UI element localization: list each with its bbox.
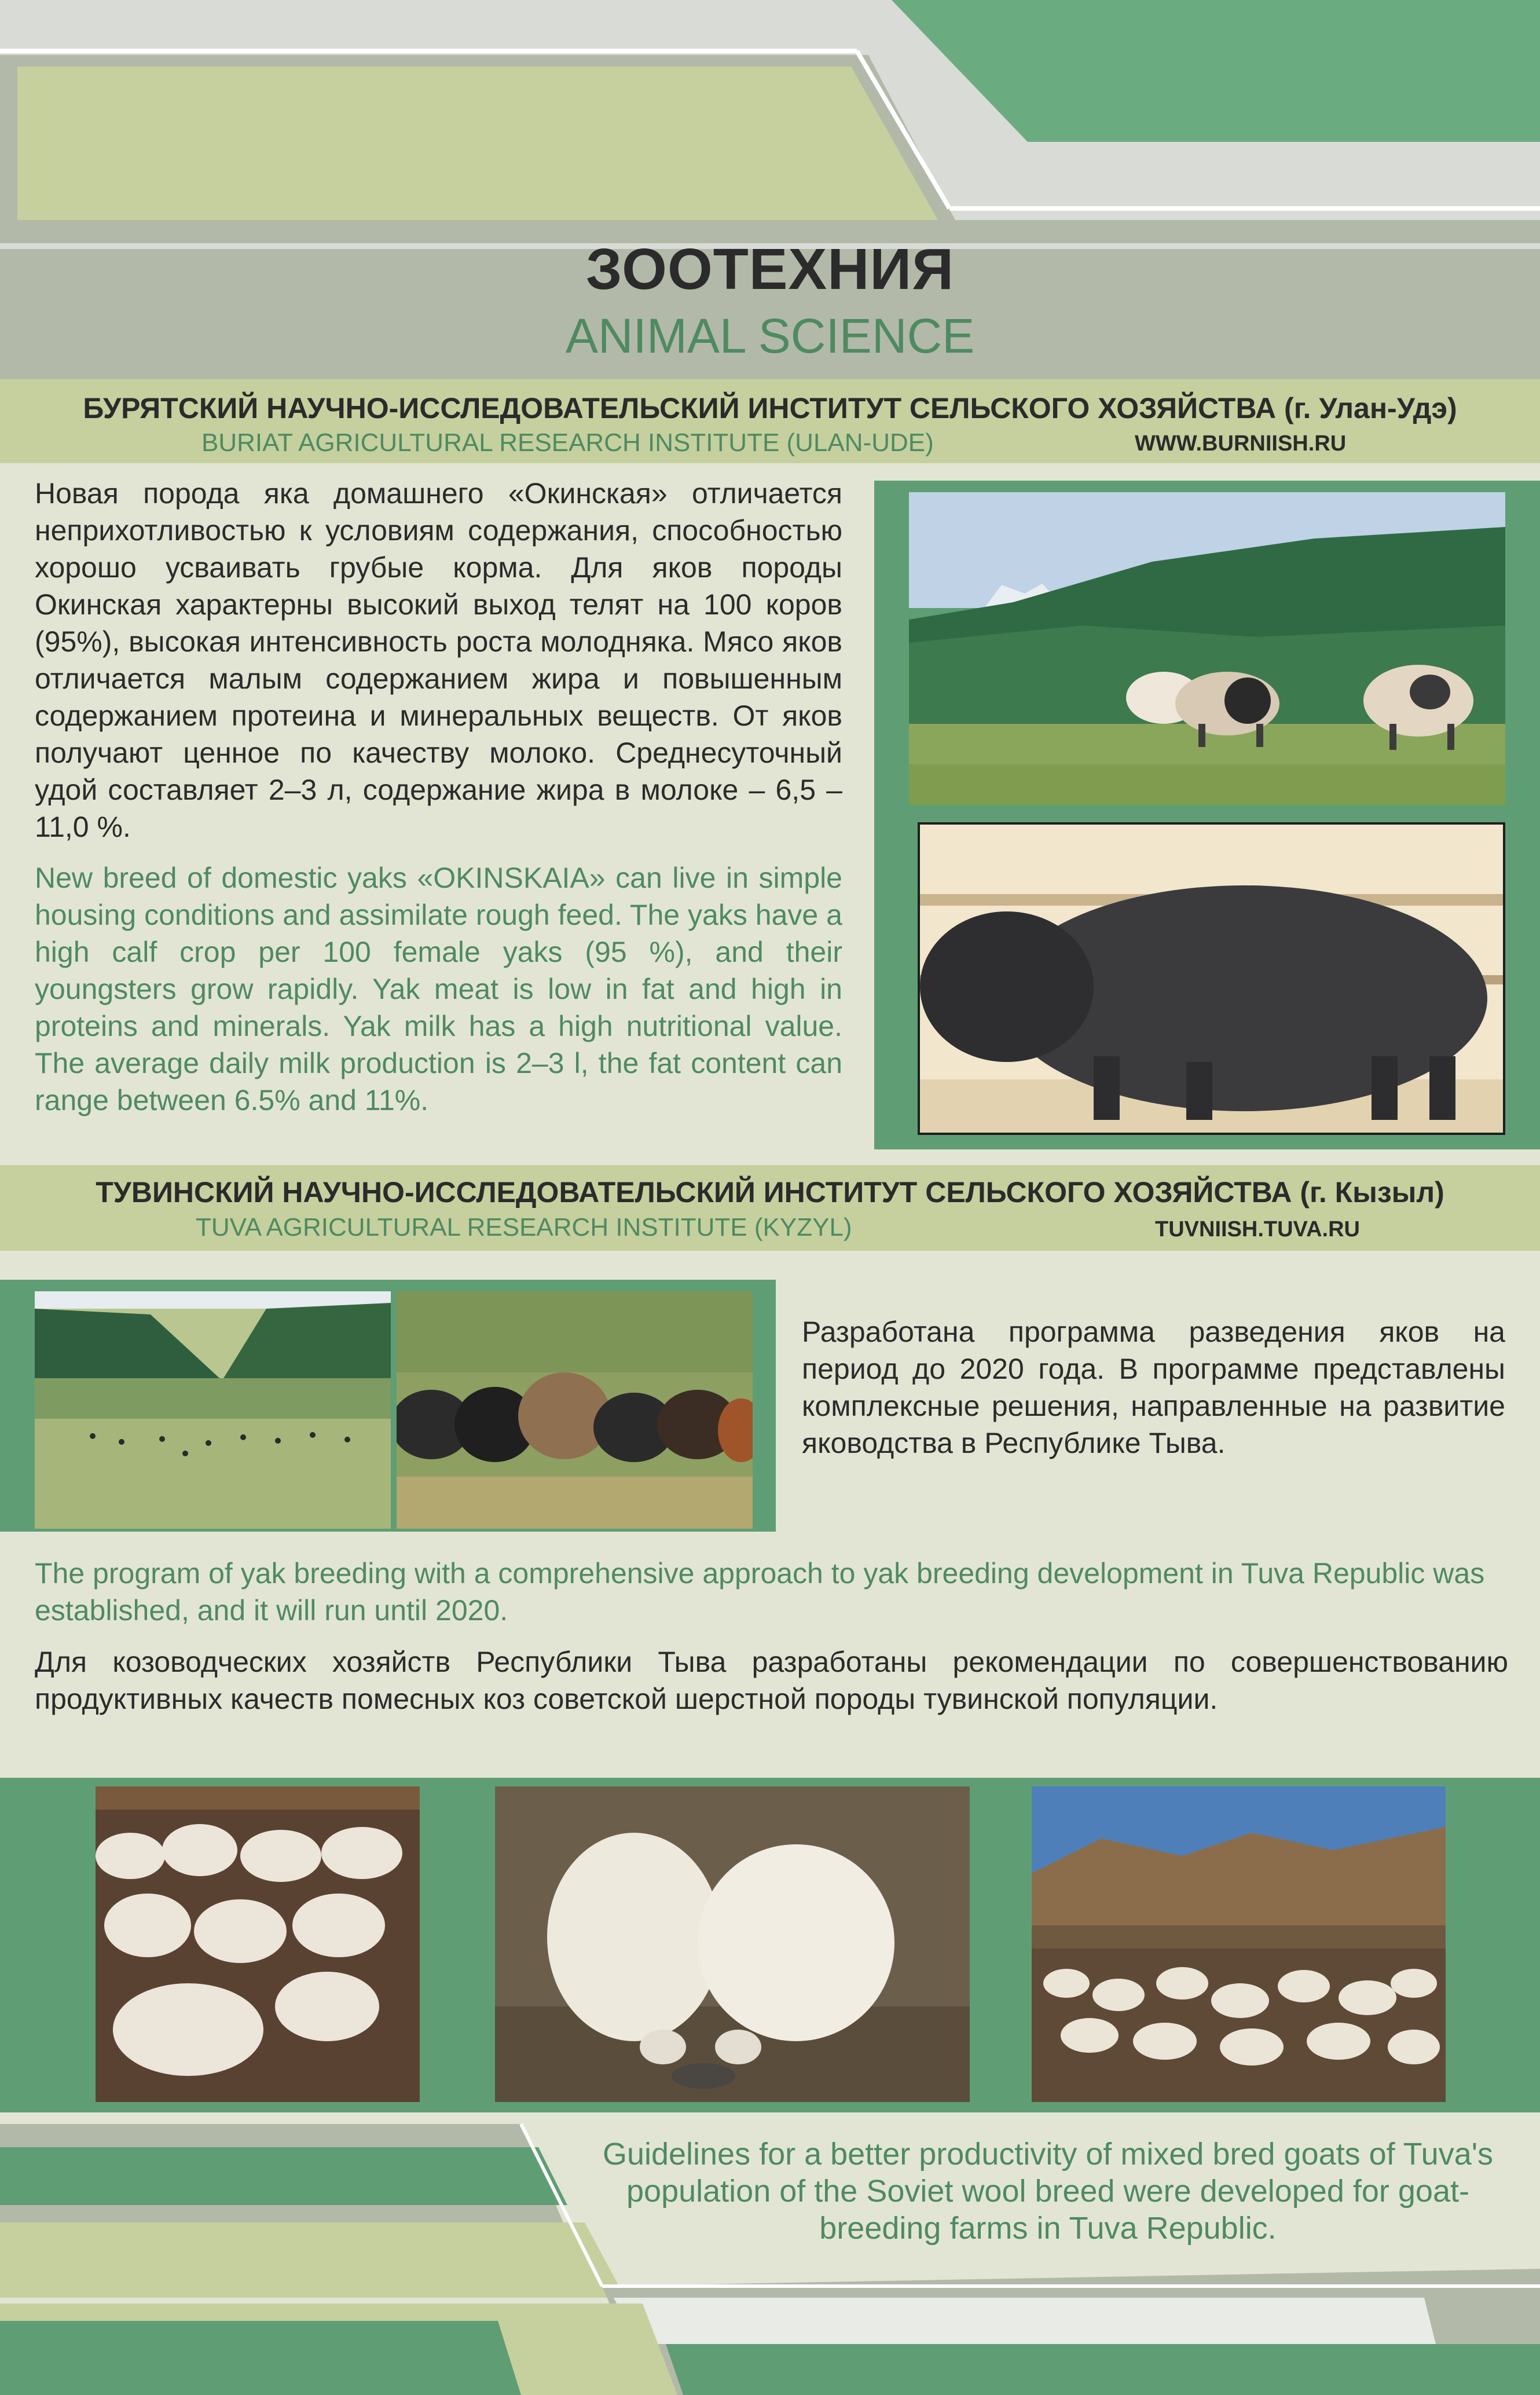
section1-url: WWW.BURNIISH.RU: [1135, 431, 1347, 456]
goat-photo-strip: [0, 1778, 1540, 2112]
page-title: ЗООТЕХНИЯ: [585, 237, 955, 302]
yak-herd-photo: [397, 1291, 753, 1529]
valley-herd-photo: [35, 1291, 391, 1529]
section1-institute-en: BURIAT AGRICULTURAL RESEARCH INSTITUTE (ULAN-UDE): [201, 429, 934, 457]
goat-pen-photo: [1032, 1786, 1446, 2102]
section1-photo-frame: [874, 481, 1540, 1149]
section2-photo-frame: [0, 1280, 776, 1532]
section2-institute-ru: ТУВИНСКИЙ НАУЧНО-ИССЛЕДОВАТЕЛЬСКИЙ ИНСТИТУТ СЕЛЬСКОГО ХОЗЯЙСТВА (г. Кызыл): [96, 1176, 1444, 1209]
section1-text-ru: Новая порода яка домашнего «Окинская» отличается неприхотливостью к условиям содержания, способностью хорошо усваивать грубые корма. Для яков породы Окинская характерны высокий выход телят на 100 коров (95%), высокая интенсивность роста молодняка. Мясо яков отличается малым содержанием жира и повышенным содержанием протеина и минеральных веществ. От яков получают ценное по качеству молоко. Среднесуточный удой составляет 2–3 л, содержание жира в молоке – 6,5 – 11,0 %.: [35, 477, 842, 843]
section2-url: TUVNIISH.TUVA.RU: [1155, 1217, 1360, 1242]
yak-meadow-photo: [909, 492, 1505, 805]
goats-feeding-photo: [495, 1786, 970, 2102]
footer-text-en: Guidelines for a better productivity of mixed bred goats of Tuva's population of the Soviet wool breed were developed for goat-breeding farms in Tuva Republic.: [602, 2137, 1494, 2246]
black-yak-photo: [918, 822, 1505, 1135]
goat-herd-photo: [96, 1786, 420, 2102]
section1-text-en: New breed of domestic yaks «OKINSKAIA» can live in simple housing conditions and assimilate rough feed. The yaks have a high calf crop per 100 female yaks (95 %), and their youngsters grow rapidly. Yak meat is low in fat and high in proteins and minerals. Yak milk has a high nutritional value. The average daily milk production is 2–3 l, the fat content can range between 6.5% and 11%.: [35, 862, 842, 1116]
section2-text-ru-1: Разработана программа разведения яков на период до 2020 года. В программе представлены комплексные решения, направленные на развитие яководства в Республике Тыва.: [802, 1316, 1505, 1459]
page-subtitle: ANIMAL SCIENCE: [565, 309, 975, 363]
section1-institute-ru: БУРЯТСКИЙ НАУЧНО-ИССЛЕДОВАТЕЛЬСКИЙ ИНСТИТУТ СЕЛЬСКОГО ХОЗЯЙСТВА (г. Улан-Удэ): [83, 392, 1457, 424]
section2-text-ru-2: Для козоводческих хозяйств Республики Тыва разработаны рекомендации по совершенствованию продуктивных качеств помесных коз советской шерстной породы тувинской популяции.: [35, 1646, 1508, 1715]
section2-text-en: The program of yak breeding with a comprehensive approach to yak breeding development in Tuva Republic was established, and it will run until 2020.: [35, 1557, 1485, 1627]
section2-institute-en: TUVA AGRICULTURAL RESEARCH INSTITUTE (KYZYL): [196, 1213, 852, 1242]
